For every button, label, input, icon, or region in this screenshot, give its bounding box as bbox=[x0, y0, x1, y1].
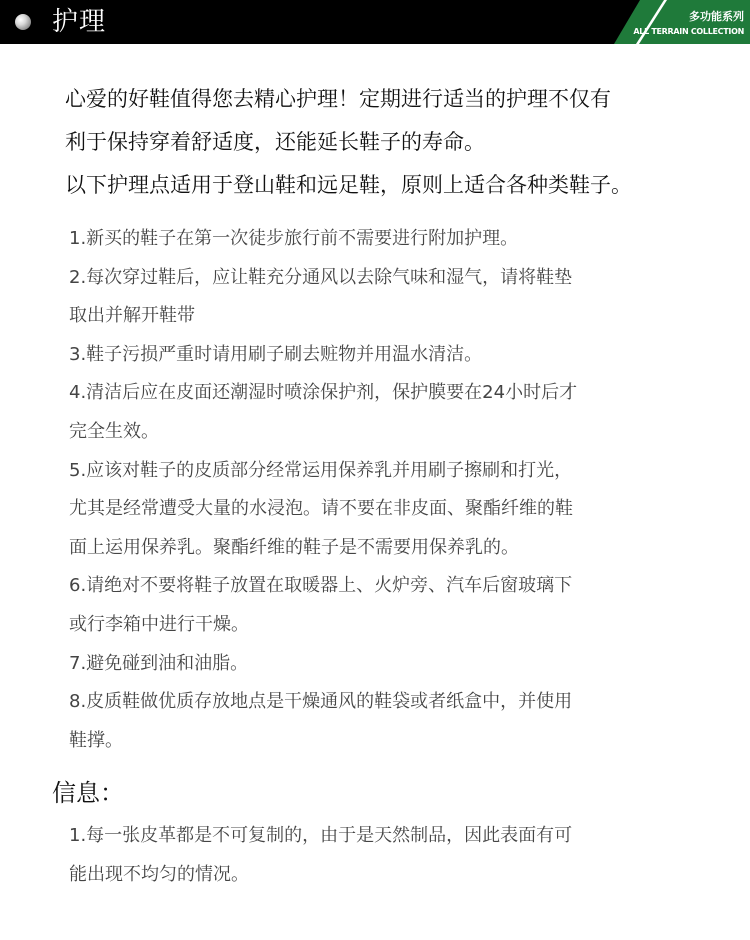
intro-line: 利于保持穿着舒适度，还能延长鞋子的寿命。 bbox=[65, 130, 485, 154]
info-line: 1.每一张皮革都是不可复制的，由于是天然制品，因此表面有可 bbox=[69, 825, 573, 846]
care-line: 5.应该对鞋子的皮质部分经常运用保养乳并用刷子擦刷和打光， bbox=[69, 459, 573, 481]
care-line: 8.皮质鞋做优质存放地点是干燥通风的鞋袋或者纸盒中，并使用 bbox=[69, 691, 573, 713]
info-list bbox=[69, 816, 689, 894]
badge-label-en: ALL TERRAIN COLLECTION bbox=[633, 27, 744, 36]
care-line: 完全生效。 bbox=[69, 420, 159, 442]
bullet-icon bbox=[15, 14, 31, 30]
care-line: 4.清洁后应在皮面还潮湿时喷涂保护剂，保护膜要在24小时后才 bbox=[69, 382, 578, 404]
care-line: 面上运用保养乳。聚酯纤维的鞋子是不需要用保养乳的。 bbox=[69, 536, 519, 558]
care-line: 2.每次穿过鞋后，应让鞋充分通风以去除气味和湿气，请将鞋垫 bbox=[69, 266, 573, 288]
care-line: 取出并解开鞋带 bbox=[69, 305, 195, 327]
section-title: 护理 bbox=[52, 7, 107, 37]
info-line: 能出现不均匀的情况。 bbox=[69, 864, 249, 885]
care-line: 6.请绝对不要将鞋子放置在取暖器上、火炉旁、汽车后窗玻璃下 bbox=[69, 575, 573, 597]
badge-label-cn: 多功能系列 bbox=[689, 10, 744, 23]
section-header bbox=[0, 0, 750, 44]
care-line: 鞋撑。 bbox=[69, 729, 123, 751]
care-line: 1.新买的鞋子在第一次徒步旅行前不需要进行附加护理。 bbox=[69, 228, 519, 249]
care-line: 3.鞋子污损严重时请用刷子刷去赃物并用温水清洁。 bbox=[69, 343, 483, 365]
care-line: 7.避免碰到油和油脂。 bbox=[69, 652, 249, 674]
intro-line: 心爱的好鞋值得您去精心护理！定期进行适当的护理不仅有 bbox=[65, 87, 611, 111]
intro-line: 以下护理点适用于登山鞋和远足鞋，原则上适合各种类鞋子。 bbox=[65, 173, 632, 197]
intro-paragraph bbox=[65, 78, 735, 207]
care-line: 或行李箱中进行干燥。 bbox=[69, 613, 249, 635]
info-heading: 信息： bbox=[52, 779, 124, 807]
care-line: 尤其是经常遭受大量的水浸泡。请不要在非皮面、聚酯纤维的鞋 bbox=[69, 498, 573, 520]
care-instructions-list bbox=[69, 220, 689, 760]
